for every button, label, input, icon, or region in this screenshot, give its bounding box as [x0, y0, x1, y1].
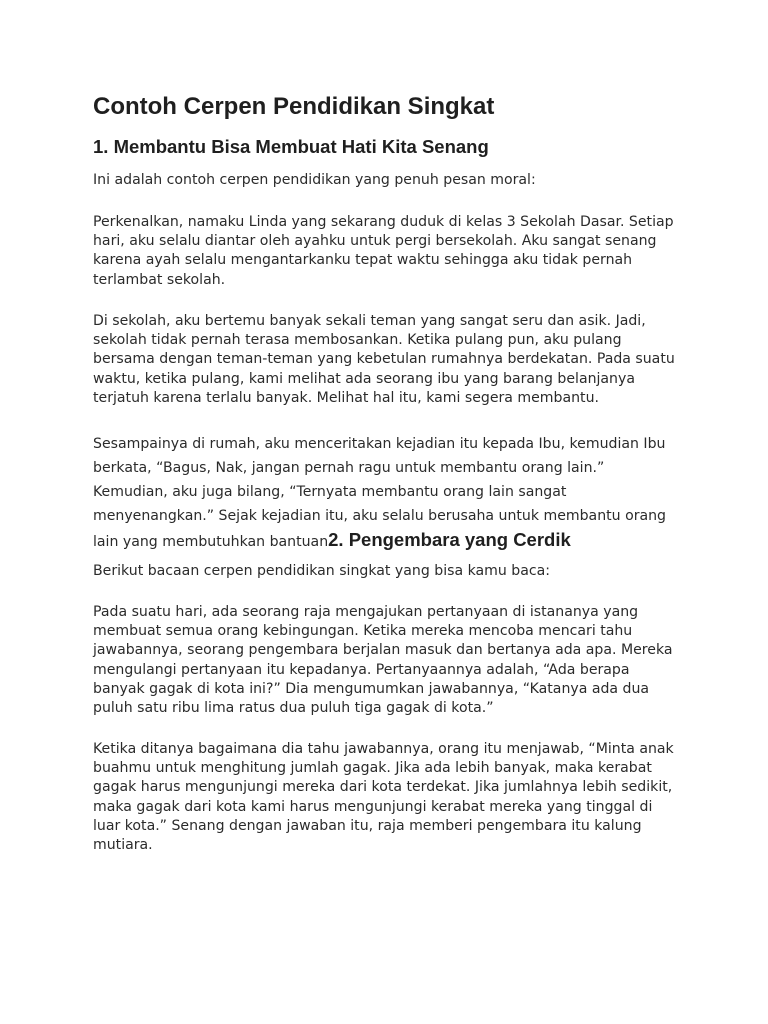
section-1-paragraph-2-block	[93, 312, 683, 408]
page-title: Contoh Cerpen Pendidikan Singkat	[93, 93, 495, 120]
section-1-paragraph-3-wrapper	[93, 432, 683, 554]
section-2-intro-block	[93, 562, 683, 581]
section-2-paragraph-2-block	[93, 740, 683, 855]
section-2-paragraph-1-block	[93, 603, 683, 718]
section-2-intro: Berikut bacaan cerpen pendidikan singkat yang bisa kamu baca:	[93, 563, 550, 579]
section-1-paragraph-1-block	[93, 213, 683, 290]
section-2-paragraph-1: Pada suatu hari, ada seorang raja mengajukan pertanyaan di istananya yang membuat semua orang kebingungan. Ketika mereka mencoba mencari tahu jawabannya, seorang pengembara berjalan masuk dan bertanya ada apa. Mereka mengulangi pertanyaan itu kepadanya. Pertanyaannya adalah, “Ada berapa banyak gagak di kota ini?” Dia mengumumkan jawabannya, “Katanya ada dua puluh satu ribu lima ratus dua puluh tiga gagak di kota.”	[93, 604, 673, 717]
section-1-paragraph-2: Di sekolah, aku bertemu banyak sekali teman yang sangat seru dan asik. Jadi, sekolah tidak pernah terasa membosankan. Ketika pulang pun, aku pulang bersama dengan teman-teman yang kebetulan rumahnya berdekatan. Pada suatu waktu, ketika pulang, kami melihat ada seorang ibu yang barang belanjanya terjatuh karena terlalu banyak. Melihat hal itu, kami segera membantu.	[93, 313, 675, 406]
section-1-heading: 1. Membantu Bisa Membuat Hati Kita Senang	[93, 136, 489, 157]
section-1-paragraph-3: Sesampainya di rumah, aku menceritakan kejadian itu kepada Ibu, kemudian Ibu berkata, “Bagus, Nak, jangan pernah ragu untuk membantu orang lain.” Kemudian, aku juga bilang, “Ternyata membantu orang lain sangat menyenangkan.” Sejak kejadian itu, aku selalu berusaha untuk membantu orang lain yang membutuhkan bantuan	[93, 436, 666, 550]
section-1-intro: Ini adalah contoh cerpen pendidikan yang penuh pesan moral:	[93, 172, 536, 188]
section-2-paragraph-2: Ketika ditanya bagaimana dia tahu jawabannya, orang itu menjawab, “Minta anak buahmu untuk menghitung jumlah gagak. Jika ada lebih banyak, maka kerabat gagak harus mengunjungi mereka dari kota terdekat. Jika jumlahnya lebih sedikit, maka gagak dari kota kami harus mengunjungi kerabat mereka yang tinggal di luar kota.” Senang dengan jawaban itu, raja memberi pengembara itu kalung mutiara.	[93, 741, 674, 854]
section-1-paragraph-3-block	[93, 432, 683, 554]
section-1-paragraph-1: Perkenalkan, namaku Linda yang sekarang duduk di kelas 3 Sekolah Dasar. Setiap hari, aku selalu diantar oleh ayahku untuk pergi bersekolah. Aku sangat senang karena ayah selalu mengantarkanku tepat waktu sehingga aku tidak pernah terlambat sekolah.	[93, 214, 674, 288]
section-1-intro-block	[93, 171, 683, 190]
section-2-heading: 2. Pengembara yang Cerdik	[328, 529, 571, 550]
